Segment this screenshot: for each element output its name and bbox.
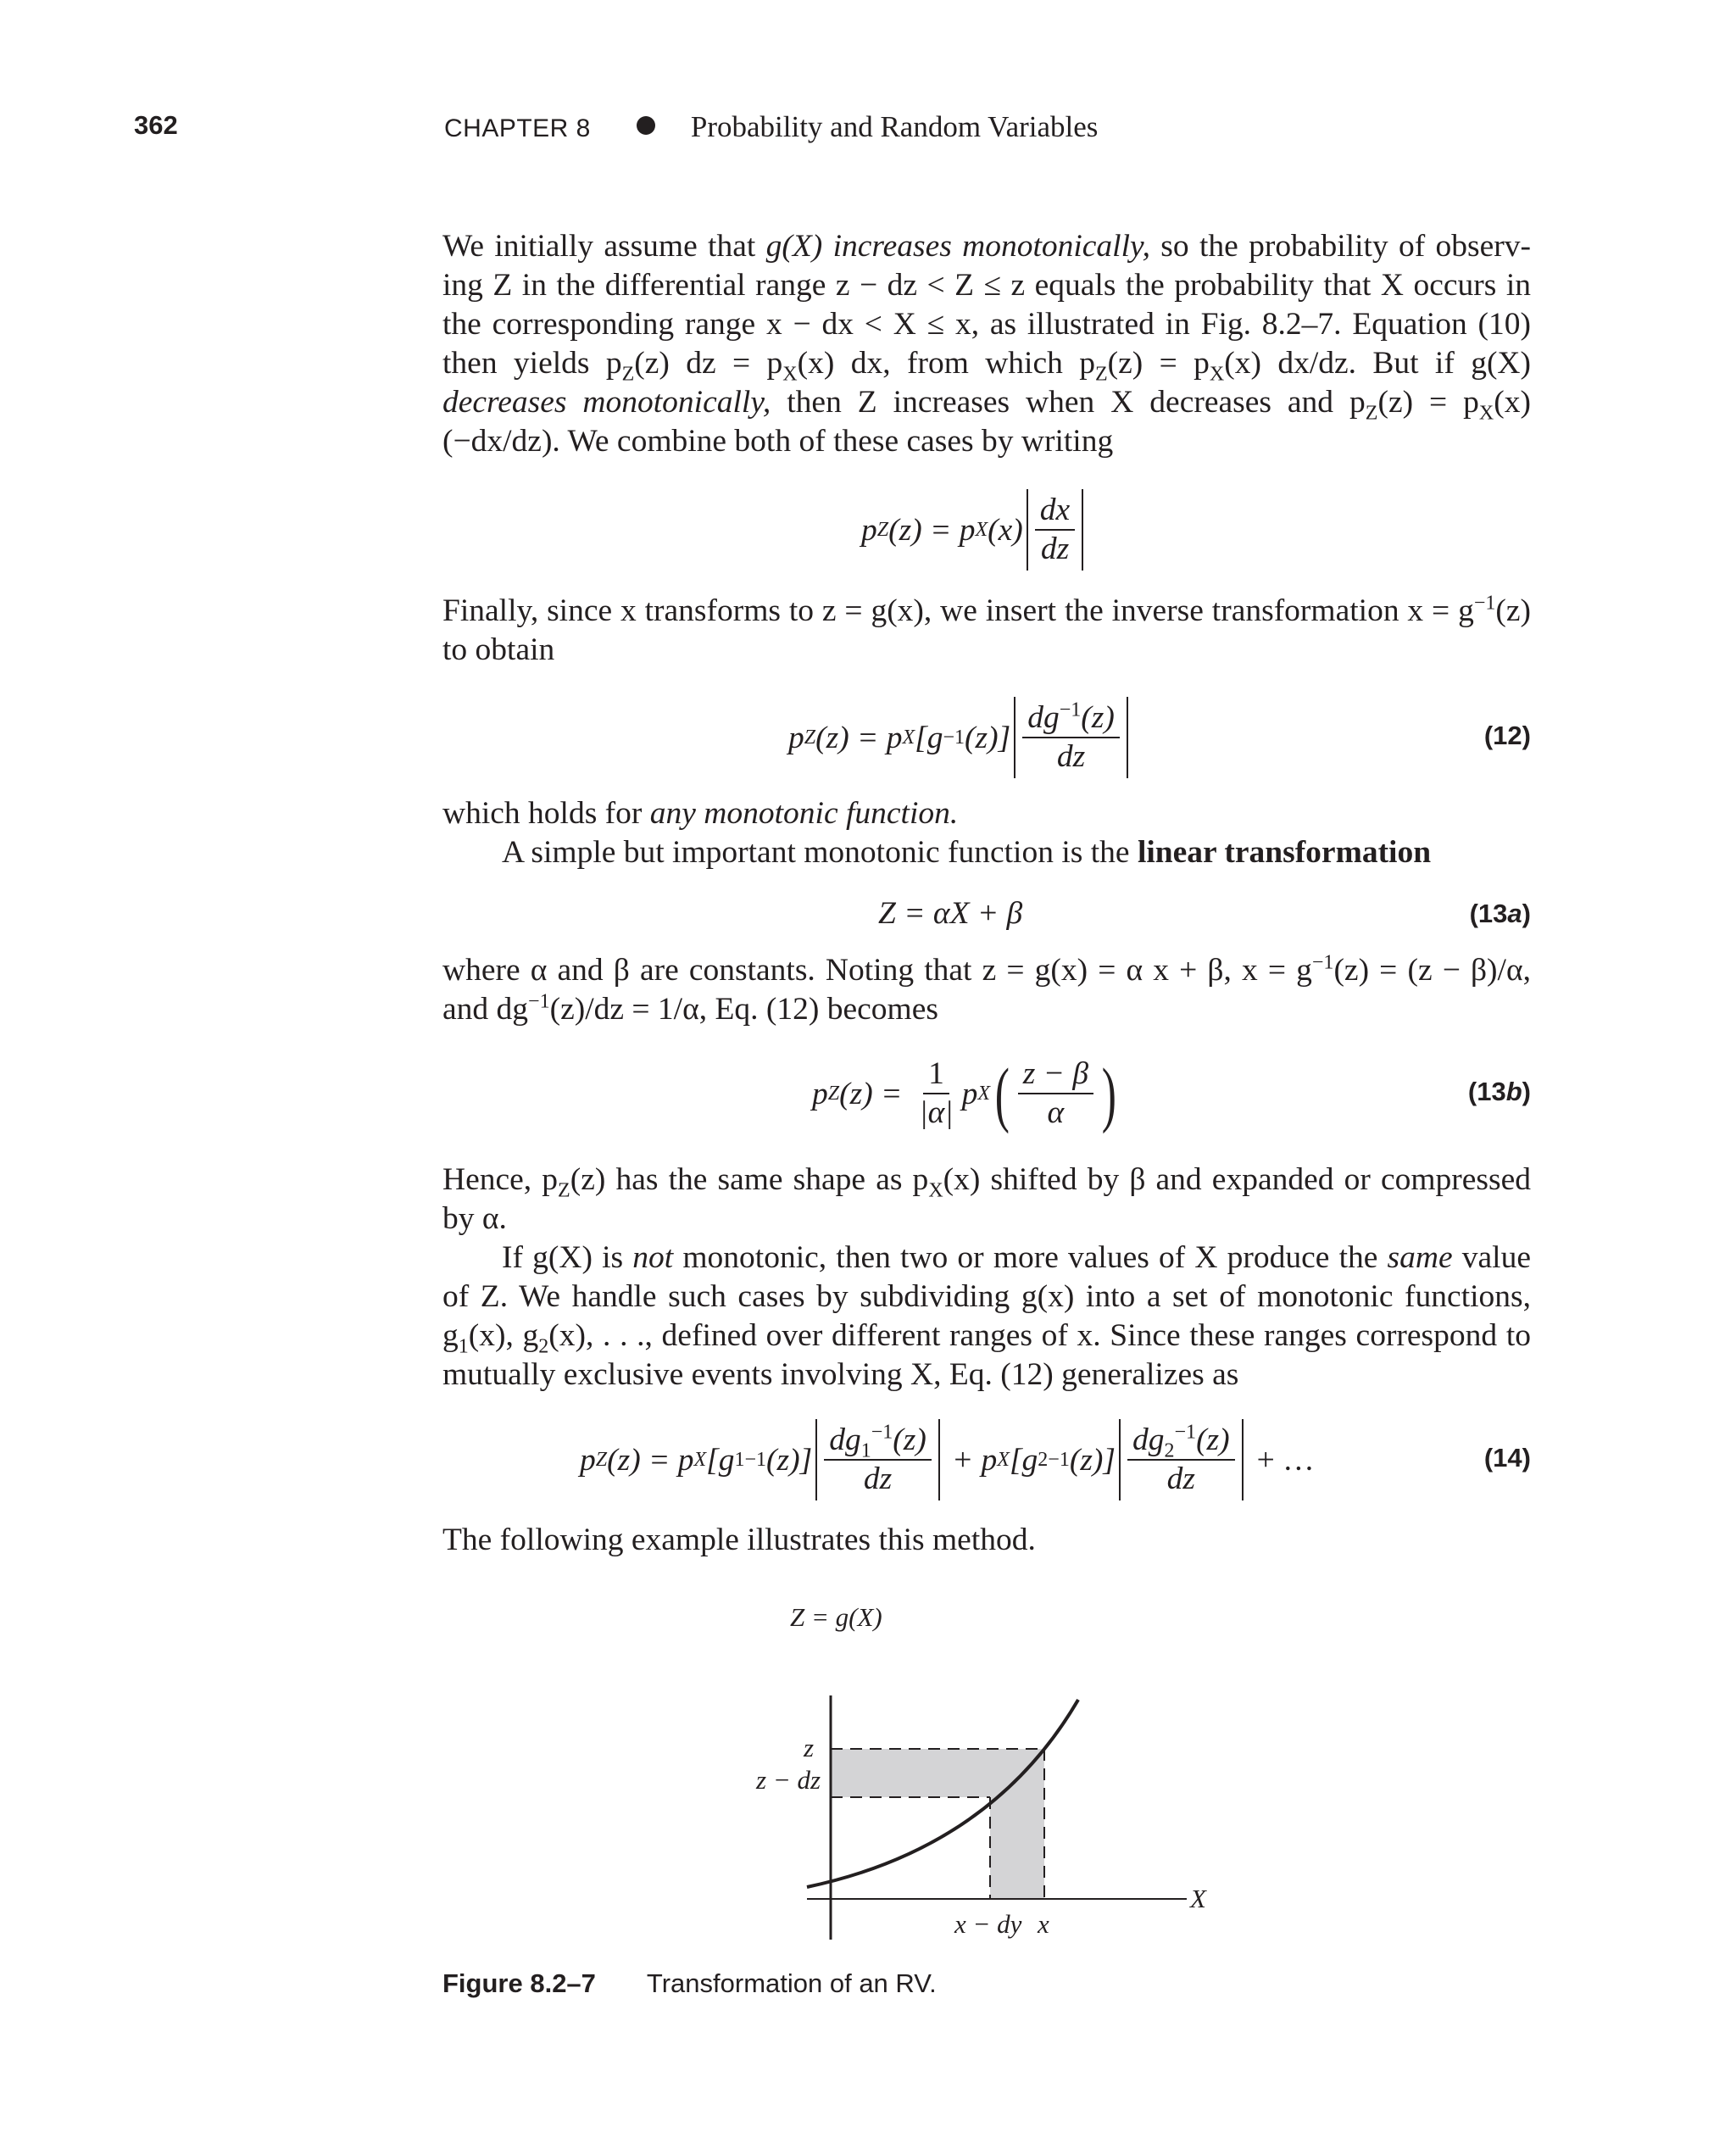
x-axis-label: X: [1190, 1884, 1206, 1913]
paragraph-3: which holds for any monotonic function. A simple but important monotonic function is the linear transformation: [442, 796, 1432, 870]
paragraph-2: Finally, since x transforms to z = g(x), we insert the inverse transformation $x = g^{-1}(z)$ to obtain: [442, 592, 1531, 667]
page-number: 362: [134, 110, 178, 140]
equation-unnumbered: p Z (z) = p X (x) $\frac{dx}{dz}$: [442, 487, 1531, 572]
xdy-tick-label: x − dy: [954, 1909, 1022, 1939]
equation-14: p Z (z) = p X [g 1 −1 (z)] $\frac{dg_1^{-1}(z)}{dz}$ + p X [g 2 −1 (z)] $\frac{dg_2^{-1}(z)}{dz}$ + … (14): [442, 1416, 1531, 1504]
paragraph-5: where α and β are constants. Noting that z = g(x) = α x + β, $x = g^{-1}(z) = (z - \beta)/\alpha$, and $dg^{-1}(z)/dz = 1/\alpha$, Eq. (12) becomes: [442, 951, 1531, 1027]
figure-caption: [442, 1968, 937, 1999]
y-axis-label: Z = g(X): [790, 1602, 882, 1632]
zdz-tick-label: z − dz: [756, 1765, 821, 1795]
z-tick-label: z: [804, 1733, 815, 1762]
paragraph-6: Hence, $p_Z(z)$ has the same shape as $p_X(x)$ shifted by β and expanded or compressed by α. If g(X) is not monotonic, then two or more values of X produce the same value of Z. We handle such cases by subdividing g(x) into a set of monotonic functions, $g_1(x)$, $g_2(x)$, . . ., defined over different ranges of x. Since these ranges correspond to mutually exclusive events involving X, Eq. (12) generalizes as: [442, 1162, 1532, 1392]
equation-number-14: (14): [1483, 1443, 1531, 1473]
paragraph-8: The following example illustrates this method.: [442, 1523, 1036, 1557]
equation-13b: p Z (z) = $\frac{1}{|\alpha|}$ p X ( $\frac{z - \beta}{\alpha}$ ) (13b): [812, 1053, 1531, 1134]
equation-12: p Z (z) = p X [g −1 (z)] $\frac{dg^{-1}(z)}{dz}$ (12): [442, 693, 1531, 782]
chapter-title: Probability and Random Variables: [690, 110, 1099, 143]
equation-13a: Z = αX + β (13a): [878, 895, 1531, 931]
equation-number-13b: (13b): [1467, 1077, 1531, 1106]
chapter-label: CHAPTER 8: [444, 114, 591, 142]
figure-caption-text: Transformation of an RV.: [646, 1968, 937, 1998]
equation-number-13a: (13a): [1469, 899, 1531, 928]
equation-number-12: (12): [1483, 721, 1531, 750]
figure-label: Figure 8.2–7: [442, 1968, 596, 1998]
x-tick-label: x: [1038, 1909, 1049, 1939]
paragraph-1: We initially assume that g(X) increases monotonically, so the probability of observing Z in the differential range z − dz < Z ≤ z equals the probability that X occurs in the corresponding range x − dx < X ≤ x, as illustrated in Fig. 8.2–7. Equation (10) then yields $p_Z(z)$ dz = $p_X(x)$ dx, from which $p_Z(z) = p_X(x)$ dx/dz. But if g(X) decreases monotonically, then Z increases when X decreases and $p_Z(z) = p_X(x)(-dx/dz)$. We combine both of these cases by writing: [442, 229, 1532, 459]
